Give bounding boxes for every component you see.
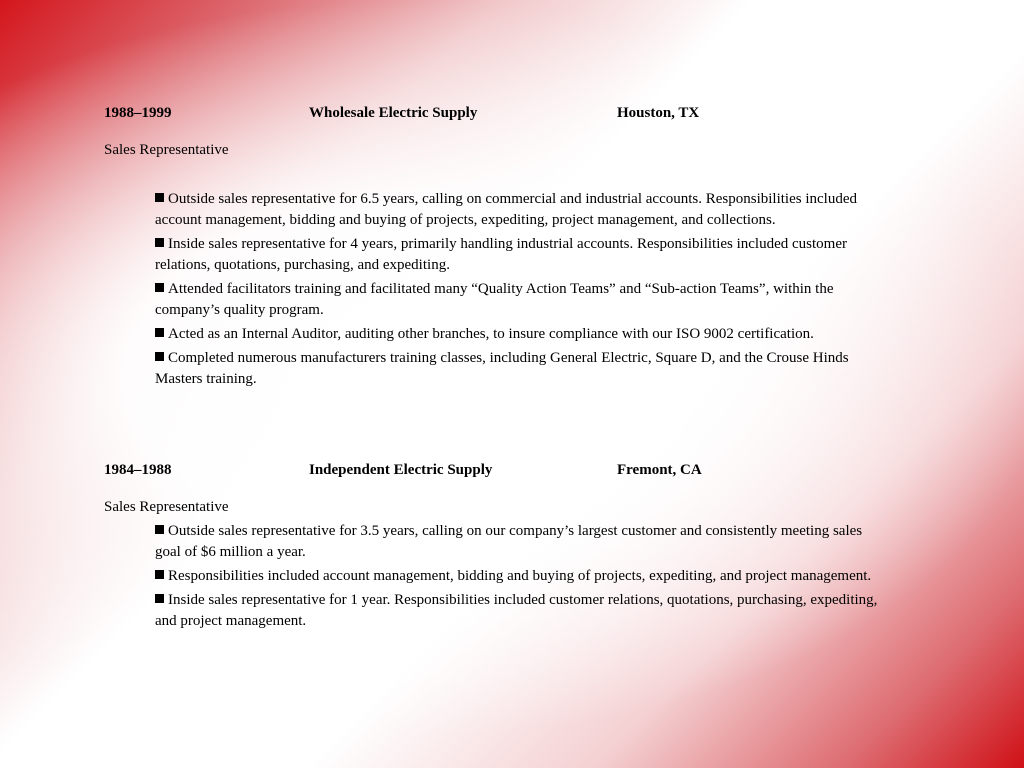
list-item [155, 324, 890, 345]
square-bullet-icon [155, 352, 164, 361]
job-company: Wholesale Electric Supply [309, 105, 478, 121]
job-location: Houston, TX [617, 105, 700, 121]
list-item [155, 566, 890, 587]
square-bullet-icon [155, 238, 164, 247]
bullet-text: Attended facilitators training and facilitated many “Quality Action Teams” and “Sub-action Teams”, within the company’s quality program. [155, 281, 834, 318]
job-header [104, 460, 924, 480]
bullet-text: Outside sales representative for 6.5 years, calling on commercial and industrial accounts. Responsibilities included account management, bidding and buying of projects, expediting, project management, and collections. [155, 191, 857, 228]
job-bullet-list [155, 521, 890, 635]
list-item [155, 189, 890, 231]
list-item [155, 590, 890, 632]
list-item [155, 234, 890, 276]
bullet-text: Outside sales representative for 3.5 years, calling on our company’s largest customer and consistently meeting sales goal of $6 million a year. [155, 523, 863, 560]
job-bullet-list [155, 189, 890, 393]
bullet-text: Completed numerous manufacturers training classes, including General Electric, Square D, and the Crouse Hinds Masters training. [155, 350, 849, 387]
square-bullet-icon [155, 283, 164, 292]
bullet-text: Responsibilities included account management, bidding and buying of projects, expediting, and project management. [168, 568, 872, 584]
job-title: Sales Representative [104, 142, 229, 158]
list-item [155, 279, 890, 321]
job-dates: 1988–1999 [104, 105, 172, 121]
square-bullet-icon [155, 594, 164, 603]
square-bullet-icon [155, 193, 164, 202]
job-location: Fremont, CA [617, 462, 702, 478]
square-bullet-icon [155, 525, 164, 534]
job-header [104, 103, 924, 123]
square-bullet-icon [155, 570, 164, 579]
bullet-text: Inside sales representative for 4 years, primarily handling industrial accounts. Responsibilities included customer relations, quotations, purchasing, and expediting. [155, 236, 847, 273]
square-bullet-icon [155, 328, 164, 337]
job-title: Sales Representative [104, 499, 229, 515]
job-company: Independent Electric Supply [309, 462, 493, 478]
list-item [155, 348, 890, 390]
bullet-text: Inside sales representative for 1 year. Responsibilities included customer relations, quotations, purchasing, expediting, and project management. [155, 592, 878, 629]
list-item [155, 521, 890, 563]
bullet-text: Acted as an Internal Auditor, auditing other branches, to insure compliance with our ISO 9002 certification. [168, 326, 814, 342]
job-dates: 1984–1988 [104, 462, 172, 478]
